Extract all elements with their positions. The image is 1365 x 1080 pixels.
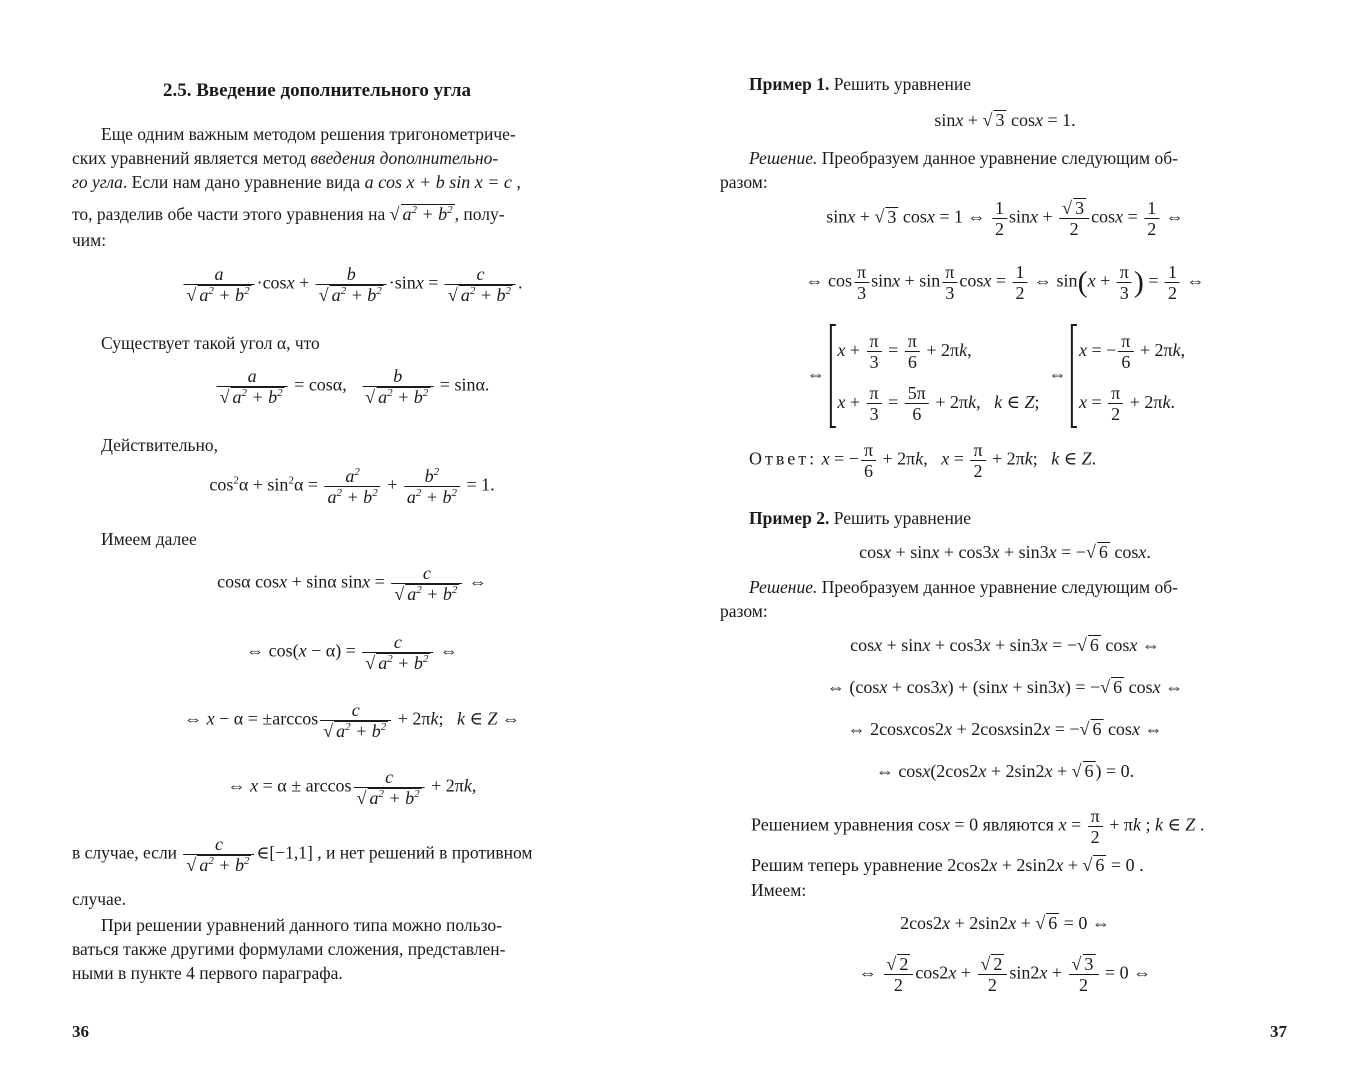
formula-step-2: ⇔ cos(x − α) = $\frac{c}{√ a^2 + b^2}$ ⇔ [246, 632, 458, 673]
section-title: 2.5. Введение дополнительного угла [163, 80, 471, 101]
page-number-left: 36 [72, 1022, 89, 1041]
example-1-step-2: ⇔ cos $\frac{\pi}{3}$ sinx + sin $\frac{\pi}{3}$ cosx = $\frac{1}{2}$ ⇔ sin(x + $\frac{\pi}{3}$ ) = $\frac{1}{2}$ ⇔ [805, 262, 1205, 303]
right-page [690, 0, 1365, 1080]
indeed-text: Действительно, [101, 435, 218, 455]
intro-line-3: го угла. Если нам дано уравнение вида a cos x + b sin x = c , [72, 172, 521, 192]
example-2-now-solve-line: Решим теперь уравнение 2cos2x + 2sin2x + √ 6 = 0 . [751, 855, 1144, 875]
further-text: Имеем далее [101, 529, 197, 549]
condition-line-end: случае. [72, 889, 126, 909]
formula-step-4: ⇔ x = α ± arccos $\frac{c}{√ a^2 + b^2}$ + 2πk, [227, 767, 477, 808]
example-2-solution-line: Решение. Преобразуем данное уравнение следующим об- [749, 577, 1178, 597]
example-1-step-3-systems: ⇔ x + $\frac{\pi}{3}$ = $\frac{\pi}{6}$ + 2πk, x + $\frac{\pi}{3}$ = $\frac{5\pi}{6}$ + 2πk, k ∈ Z; ⇔ x = − $\frac{\pi}{6}$ + 2πk, x = $\frac{\pi}{2}$ + 2πk. [807, 324, 1185, 428]
example-2-step-4: ⇔ cosx(2cos2x + 2sin2x + √ 6 ) = 0. [875, 761, 1135, 781]
example-2-have-text: Имеем: [751, 880, 807, 900]
closing-line-3: ными в пункте 4 первого параграфа. [72, 963, 343, 983]
formula-normalized-equation: $\frac{a}{√ a^2 + b^2}$ ·cosx + $\frac{b}{√ a^2 + b^2}$ ·sinx = $\frac{c}{√ a^2 + b^2}$ . [182, 264, 523, 305]
closing-line-2: ваться также другими формулами сложения, представлен- [72, 939, 506, 959]
example-2-equation: cosx + sinx + cos3x + sin3x = −√ 6 cosx. [859, 542, 1151, 562]
intro-line-4: то, разделив обе части этого уравнения на √ $a^2 + b^2$ , полу- [72, 204, 505, 224]
example-1-heading: Пример 1. Решить уравнение [749, 74, 972, 94]
example-1-equation: sinx + √ 3 cosx = 1. [934, 110, 1076, 130]
example-2-step-5: 2cos2x + 2sin2x + √ 6 = 0 ⇔ [900, 913, 1110, 933]
exists-angle-text: Существует такой угол α, что [101, 333, 320, 353]
example-2-step-2: ⇔ (cosx + cos3x) + (sinx + sin3x) = −√ 6 cosx ⇔ [826, 677, 1184, 697]
example-2-solution-line-2: разом: [720, 601, 768, 621]
example-2-heading: Пример 2. Решить уравнение [749, 508, 972, 528]
closing-line-1: При решении уравнений данного типа можно пользо- [101, 915, 502, 935]
intro-line-2: ских уравнений является метод введения дополнительно- [72, 148, 499, 168]
example-2-step-1: cosx + sinx + cos3x + sin3x = −√ 6 cosx ⇔ [850, 635, 1160, 655]
intro-line-5: чим: [72, 230, 107, 250]
intro-line-1: Еще одним важным методом решения тригонометриче- [101, 124, 516, 144]
example-2-step-3: ⇔ 2cosxcos2x + 2cosxsin2x = −√ 6 cosx ⇔ [847, 719, 1163, 739]
example-1-solution-line: Решение. Преобразуем данное уравнение следующим об- [749, 148, 1178, 168]
example-1-step-1: sinx + √ 3 cosx = 1 ⇔ $\frac{1}{2}$ sinx + $\frac{√ 3}{2}$ cosx = $\frac{1}{2}$ ⇔ [826, 198, 1184, 239]
example-2-roots-line: Решением уравнения cosx = 0 являются x = $\frac{\pi}{2}$ + πk ; k ∈ Z . [751, 806, 1205, 847]
example-1-solution-line-2: разом: [720, 172, 768, 192]
formula-step-3: ⇔ x − α = ±arccos $\frac{c}{√ a^2 + b^2}$ + 2πk; k ∈ Z ⇔ [184, 700, 520, 741]
page-number-right: 37 [1270, 1022, 1287, 1041]
formula-identity-check: $\cos^2\alpha + \sin^2\alpha$ = $\frac{a^2}{a^2 + b^2}$ + $\frac{b^2}{a^2 + b^2}$ = 1. [209, 466, 495, 507]
formula-angle-definition: $\frac{a}{√ a^2 + b^2}$ = cosα, $\frac{b}{√ a^2 + b^2}$ = sinα. [215, 366, 490, 407]
formula-step-1: cosα cosx + sinα sinx = $\frac{c}{√ a^2 + b^2}$ ⇔ [217, 563, 487, 604]
example-1-answer: Ответ: x = − $\frac{\pi}{6}$ + 2πk, x = $\frac{\pi}{2}$ + 2πk; k ∈ Z. [749, 440, 1097, 481]
condition-line: в случае, если $\frac{c}{√ a^2 + b^2}$ ∈[−1,1] , и нет решений в противном [72, 834, 533, 875]
example-2-step-6: ⇔ $\frac{√ 2}{2}$ cos2x + $\frac{√ 2}{2}$ sin2x + $\frac{√ 3}{2}$ = 0 ⇔ [858, 954, 1152, 995]
